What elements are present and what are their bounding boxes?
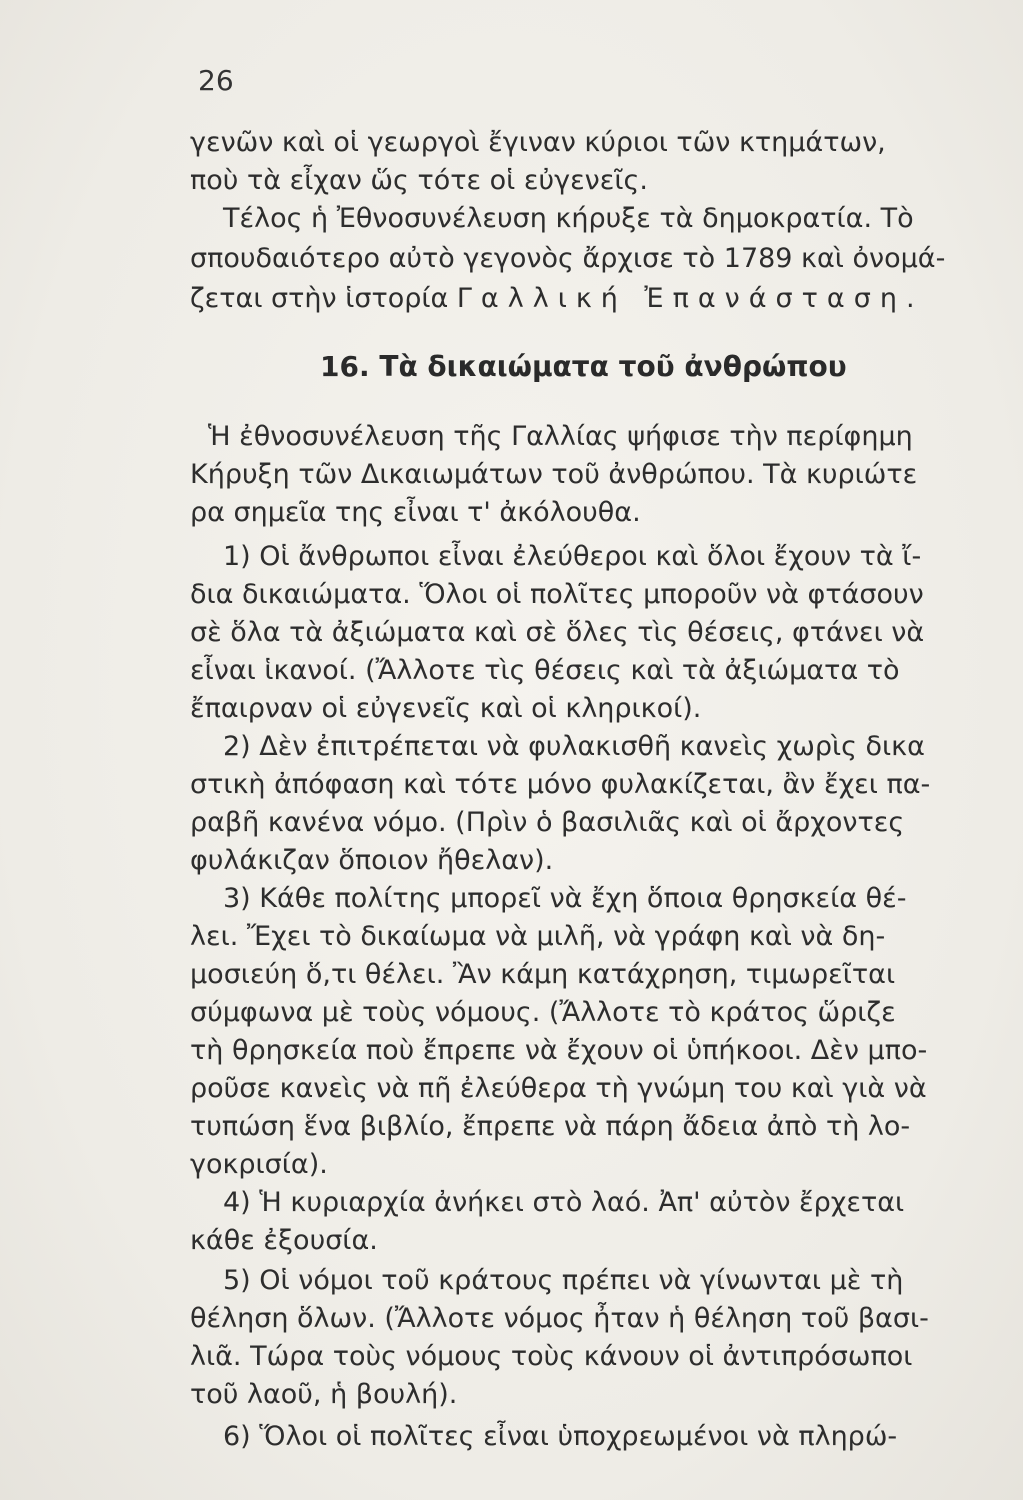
text-line: ἔπαιρναν οἱ εὐγενεῖς καὶ οἱ κληρικοί). [190, 693, 702, 724]
text-line: στικὴ ἀπόφαση καὶ τότε μόνο φυλακίζεται, ἂν ἔχει πα- [190, 769, 931, 800]
text-line: 4) Ἡ κυριαρχία ἀνήκει στὸ λαό. Ἀπ' αὐτὸν ἔρχεται [223, 1187, 905, 1218]
section-heading: 16. Τὰ δικαιώματα τοῦ ἀνθρώπου [320, 350, 847, 383]
text-line: γενῶν καὶ οἱ γεωργοὶ ἔγιναν κύριοι τῶν κτημάτων, [190, 127, 886, 158]
text-line: 5) Οἱ νόμοι τοῦ κράτους πρέπει νὰ γίνωνται μὲ τὴ [223, 1265, 904, 1296]
emphasized-term: Γαλλική Ἐπανάσταση. [456, 283, 924, 314]
text-line: τὴ θρησκεία ποὺ ἔπρεπε νὰ ἔχουν οἱ ὑπήκοοι. Δὲν μπο- [190, 1035, 928, 1066]
text-line: σπουδαιότερο αὐτὸ γεγονὸς ἄρχισε τὸ 1789 καὶ ὀνομά- [190, 243, 946, 274]
text-line: 3) Κάθε πολίτης μπορεῖ νὰ ἔχη ὅποια θρησκεία θέ- [223, 883, 907, 914]
text-line: ραβῆ κανένα νόμο. (Πρὶν ὁ βασιλιᾶς καὶ οἱ ἄρχοντες [190, 807, 905, 838]
text-line: μοσιεύη ὅ,τι θέλει. Ἂν κάμη κατάχρηση, τιμωρεῖται [190, 959, 896, 990]
text-line: λει. Ἔχει τὸ δικαίωμα νὰ μιλῆ, νὰ γράφη καὶ νὰ δη- [190, 921, 886, 952]
text-line: γοκρισία). [190, 1149, 328, 1180]
text-line: δια δικαιώματα. Ὅλοι οἱ πολῖτες μποροῦν νὰ φτάσουν [190, 579, 924, 610]
text-line: σὲ ὅλα τὰ ἀξιώματα καὶ σὲ ὅλες τὶς θέσεις, φτάνει νὰ [190, 617, 925, 648]
text-line [190, 280, 924, 318]
text-line: Τέλος ἡ Ἐθνοσυνέλευση κήρυξε τὰ δημοκρατία. Τὸ [223, 203, 914, 234]
text-line: θέληση ὅλων. (Ἄλλοτε νόμος ἦταν ἡ θέληση τοῦ βασι- [190, 1303, 929, 1334]
text-line: λιᾶ. Τώρα τοὺς νόμους τοὺς κάνουν οἱ ἀντιπρόσωποι [190, 1341, 913, 1372]
text-line: ποὺ τὰ εἶχαν ὥς τότε οἱ εὐγενεῖς. [190, 165, 648, 196]
text-line: 1) Οἱ ἄνθρωποι εἶναι ἐλεύθεροι καὶ ὅλοι ἔχουν τὰ ἴ- [223, 541, 922, 572]
text-line: 2) Δὲν ἐπιτρέπεται νὰ φυλακισθῆ κανεὶς χωρὶς δικα [223, 731, 925, 762]
text-line: τοῦ λαοῦ, ἡ βουλή). [190, 1379, 458, 1410]
text-segment: ζεται στὴν ἱστορία [190, 283, 449, 314]
page-number: 26 [198, 64, 234, 97]
text-line: 6) Ὅλοι οἱ πολῖτες εἶναι ὑποχρεωμένοι νὰ πληρώ- [223, 1421, 898, 1452]
text-line: σύμφωνα μὲ τοὺς νόμους. (Ἄλλοτε τὸ κράτος ὥριζε [190, 997, 896, 1028]
text-line: εἶναι ἱκανοί. (Ἄλλοτε τὶς θέσεις καὶ τὰ ἀξιώματα τὸ [190, 655, 900, 686]
text-line: φυλάκιζαν ὅποιον ἤθελαν). [190, 845, 554, 876]
text-line: τυπώση ἕνα βιβλίο, ἔπρεπε νὰ πάρη ἄδεια ἀπὸ τὴ λο- [190, 1111, 911, 1142]
text-line: κάθε ἐξουσία. [190, 1225, 378, 1256]
text-line: ρα σημεῖα της εἶναι τ' ἀκόλουθα. [190, 497, 641, 528]
text-line: ροῦσε κανεὶς νὰ πῆ ἐλεύθερα τὴ γνώμη του καὶ γιὰ νὰ [190, 1073, 927, 1104]
text-line: Ἡ ἐθνοσυνέλευση τῆς Γαλλίας ψήφισε τὴν περίφημη [208, 421, 913, 452]
text-line: Κήρυξη τῶν Δικαιωμάτων τοῦ ἀνθρώπου. Τὰ κυριώτε [190, 459, 918, 490]
